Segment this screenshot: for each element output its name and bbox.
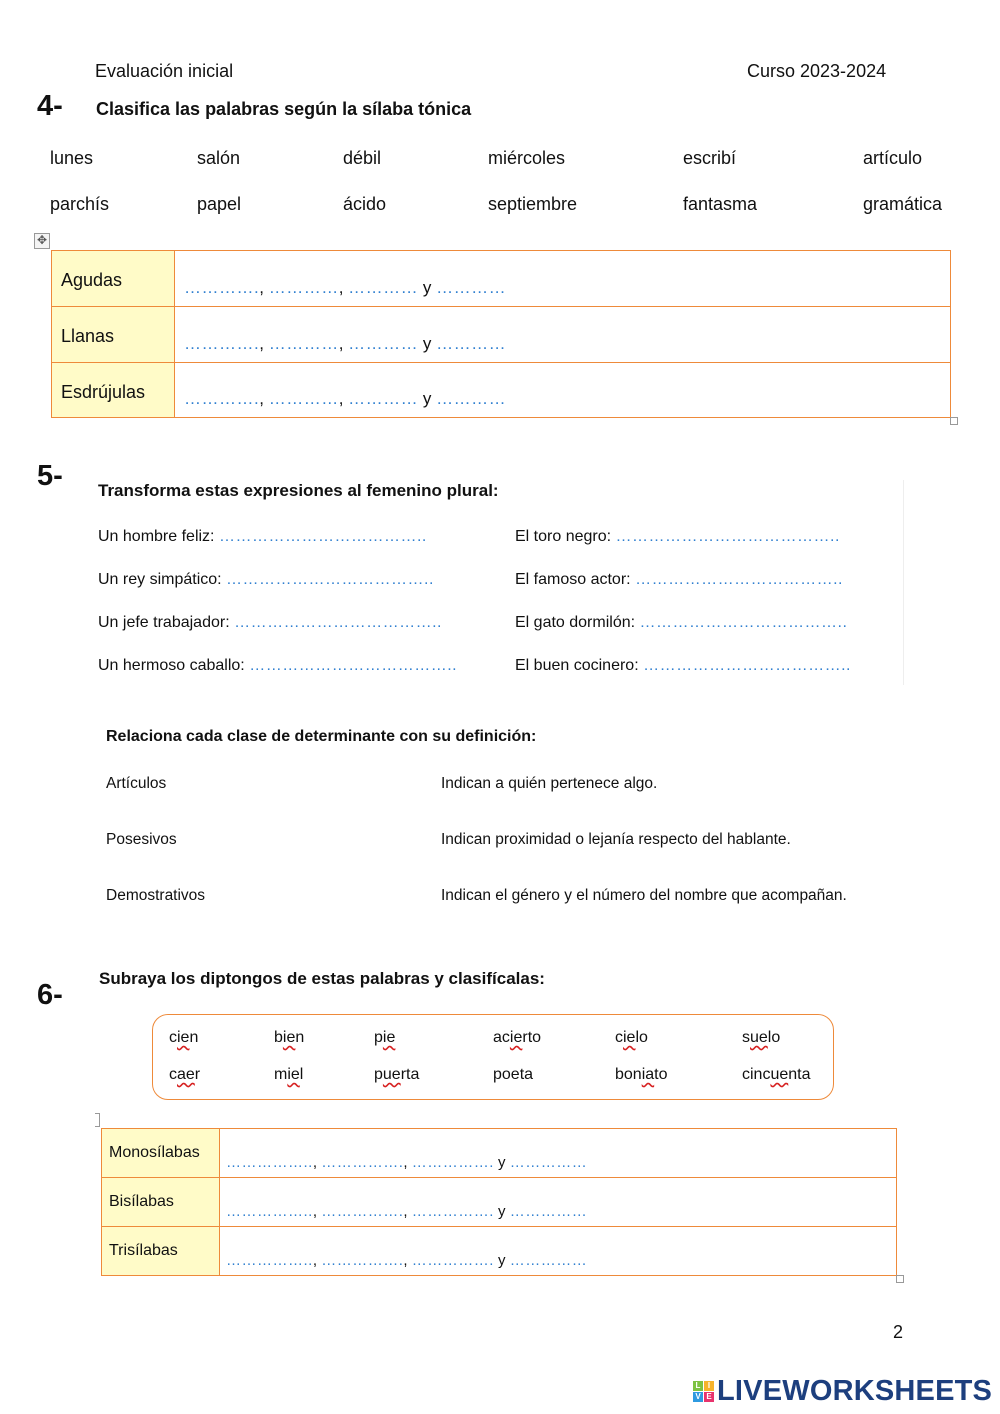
row-label: Trisílabas <box>102 1227 220 1276</box>
q6-syllable-table <box>101 1128 897 1276</box>
diphthong-word[interactable]: acierto <box>493 1029 542 1046</box>
expression-item[interactable]: El toro negro: ………………………………….. <box>515 528 840 545</box>
question-5-number: 5- <box>37 460 63 492</box>
row-label: Agudas <box>52 251 175 307</box>
diphthong-word[interactable]: bien <box>274 1029 305 1046</box>
header-right: Curso 2023-2024 <box>747 61 887 81</box>
word: artículo <box>863 148 923 168</box>
logo-mark-icon: L I V E <box>693 1381 714 1402</box>
table-row <box>102 1129 897 1178</box>
expression-item[interactable]: El buen cocinero: ……………………………….. <box>515 657 851 674</box>
expression-item[interactable]: Un hombre feliz: ……………………………….. <box>98 528 427 545</box>
determiner-term[interactable]: Posesivos <box>106 831 177 848</box>
answer-cell[interactable]: …………., …………, ………… y ………… <box>175 251 951 307</box>
table-row <box>52 363 951 418</box>
q4-classification-table <box>51 250 951 418</box>
diphthong-word[interactable]: cien <box>169 1029 199 1046</box>
expression-item[interactable]: Un hermoso caballo: ……………………………….. <box>98 657 458 674</box>
determiner-term[interactable]: Artículos <box>106 775 167 792</box>
answer-cell[interactable]: …………….., ……………., ……………. y …………… <box>220 1129 897 1178</box>
diphthong-word[interactable]: poeta <box>493 1066 534 1083</box>
header-left: Evaluación inicial <box>95 61 234 81</box>
expression-item[interactable]: El gato dormilón: ……………………………….. <box>515 614 848 631</box>
diphthong-word[interactable]: pie <box>374 1029 396 1046</box>
page-number: 2 <box>893 1322 904 1342</box>
row-label: Llanas <box>52 307 175 363</box>
question-5-title: Transforma estas expresiones al femenino plural: <box>98 481 499 500</box>
row-label: Esdrújulas <box>52 363 175 418</box>
word: papel <box>197 194 242 214</box>
table-row <box>52 307 951 363</box>
diphthong-word[interactable]: miel <box>274 1066 304 1083</box>
word: ácido <box>343 194 387 214</box>
diphthong-word[interactable]: caer <box>169 1066 201 1083</box>
table-resize-handle[interactable] <box>896 1275 904 1283</box>
question-4-title: Clasifica las palabras según la sílaba tónica <box>96 99 472 119</box>
determiner-term[interactable]: Demostrativos <box>106 887 206 904</box>
determiner-definition[interactable]: Indican el género y el número del nombre que acompañan. <box>441 887 847 904</box>
word: septiembre <box>488 194 578 214</box>
row-label: Bisílabas <box>102 1178 220 1227</box>
determiner-definition[interactable]: Indican a quién pertenece algo. <box>441 775 658 792</box>
answer-cell[interactable]: …………., …………, ………… y ………… <box>175 363 951 418</box>
diphthong-word-box <box>152 1014 834 1100</box>
answer-cell[interactable]: …………., …………, ………… y ………… <box>175 307 951 363</box>
word: miércoles <box>488 148 566 168</box>
answer-cell[interactable]: …………….., ……………., ……………. y …………… <box>220 1178 897 1227</box>
table-move-handle-icon[interactable]: ✥ <box>34 233 50 249</box>
diphthong-word[interactable]: cielo <box>615 1029 648 1046</box>
question-6-title: Subraya los diptongos de estas palabras y clasifícalas: <box>99 969 545 988</box>
question-4-number: 4- <box>37 90 63 122</box>
section-divider <box>903 480 904 685</box>
determiner-definition[interactable]: Indican proximidad o lejanía respecto del hablante. <box>441 831 791 848</box>
word: escribí <box>683 148 737 168</box>
table-resize-handle[interactable] <box>950 417 958 425</box>
word: débil <box>343 148 382 168</box>
word: salón <box>197 148 241 168</box>
answer-cell[interactable]: …………….., ……………., ……………. y …………… <box>220 1227 897 1276</box>
word: lunes <box>50 148 94 168</box>
diphthong-word[interactable]: cincuenta <box>742 1066 811 1083</box>
diphthong-word[interactable]: boniato <box>615 1066 668 1083</box>
table-row <box>52 251 951 307</box>
question-6-number: 6- <box>37 979 63 1011</box>
table-move-handle-icon[interactable] <box>95 1113 100 1127</box>
brand-name: LIVEWORKSHEETS <box>717 1375 993 1407</box>
expression-item[interactable]: Un jefe trabajador: ……………………………….. <box>98 614 442 631</box>
expression-item[interactable]: El famoso actor: ……………………………….. <box>515 571 843 588</box>
table-row <box>102 1178 897 1227</box>
diphthong-word[interactable]: suelo <box>742 1029 781 1046</box>
diphthong-word[interactable]: puerta <box>374 1066 420 1083</box>
table-row <box>102 1227 897 1276</box>
relate-title: Relaciona cada clase de determinante con su definición: <box>106 728 537 745</box>
word: parchís <box>50 194 110 214</box>
expression-item[interactable]: Un rey simpático: ……………………………….. <box>98 571 434 588</box>
word: fantasma <box>683 194 758 214</box>
word: gramática <box>863 194 943 214</box>
row-label: Monosílabas <box>102 1129 220 1178</box>
liveworksheets-logo <box>693 1375 992 1408</box>
